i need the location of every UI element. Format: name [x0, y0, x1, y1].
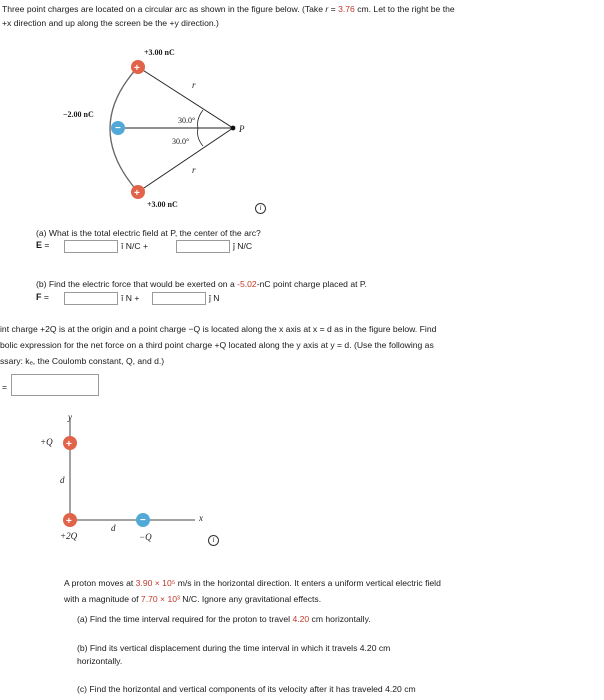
unit-j-n-label: ĵ N — [209, 293, 220, 303]
point-p-dot — [231, 126, 236, 131]
d-horizontal-label: d — [111, 523, 116, 533]
r-label-top: r — [192, 80, 196, 90]
top-charge-label: +3.00 nC — [144, 48, 175, 57]
axis-charges-figure — [30, 410, 220, 545]
problem2-eq: = — [2, 382, 8, 392]
unit-j-nc-label: ĵ N/C — [233, 241, 253, 251]
unit-i-nc-label: î N/C + — [121, 241, 148, 251]
x-axis-label: x — [199, 513, 203, 523]
net-force-input[interactable] — [11, 374, 99, 396]
info-icon-2[interactable]: i — [208, 535, 219, 546]
bottom-charge-label: +3.00 nC — [147, 200, 178, 209]
r-label-bottom: r — [192, 165, 196, 175]
svg-text:−: − — [140, 515, 146, 526]
problem2-line3: ssary: kₑ, the Coulomb constant, Q, and d.) — [0, 356, 165, 366]
field-x-input[interactable] — [64, 240, 118, 253]
part-a-equation: E = — [36, 240, 50, 250]
problem1-intro-line2: +x direction and up along the screen be the +y direction.) — [2, 18, 219, 28]
svg-text:+: + — [134, 188, 140, 199]
problem2-line1: int charge +2Q is at the origin and a point charge −Q is located along the x axis at x = d as in the figure below. Find — [0, 324, 437, 334]
angle-arc-top — [198, 110, 203, 128]
part-b-question: (b) Find the electric force that would be exerted on a -5.02-nC point charge placed at P. — [36, 279, 367, 289]
part-a-question: (a) What is the total electric field at P, the center of the arc? — [36, 228, 261, 238]
problem1-intro-line1: Three point charges are located on a circular arc as shown in the figure below. (Take r = 3.76 cm. Let to the right be the — [2, 4, 455, 14]
problem3-line2: with a magnitude of 7.70 × 10³ N/C. Ignore any gravitational effects. — [64, 594, 322, 604]
problem3-part-b-line1: (b) Find its vertical displacement during the time interval in which it travels 4.20 cm — [77, 643, 391, 653]
angle-arc-bottom — [198, 128, 203, 146]
problem3-part-b-line2: horizontally. — [77, 656, 123, 666]
info-icon[interactable]: i — [255, 203, 266, 214]
left-charge-label: −2.00 nC — [63, 110, 94, 119]
r-value: 3.76 — [338, 4, 355, 14]
svg-text:+: + — [134, 63, 140, 74]
d-vertical-label: d — [60, 475, 65, 485]
svg-text:+: + — [66, 516, 72, 527]
point-p-label: P — [239, 124, 245, 134]
plus-q-label: +Q — [40, 437, 53, 447]
angle-label-bottom: 30.0° — [172, 137, 190, 146]
part-b-equation: F = — [36, 292, 49, 302]
svg-text:−: − — [115, 123, 121, 134]
force-x-input[interactable] — [64, 292, 118, 305]
plus-2q-label: +2Q — [60, 531, 78, 541]
problem3-line1: A proton moves at 3.90 × 10⁵ m/s in the horizontal direction. It enters a uniform vertical electric field — [64, 578, 441, 588]
y-axis-label: y — [68, 412, 72, 422]
problem3-part-c: (c) Find the horizontal and vertical components of its velocity after it has traveled 4.20 cm — [77, 684, 416, 694]
angle-label-top: 30.0° — [178, 116, 196, 125]
minus-q-label: −Q — [139, 532, 152, 542]
problem3-part-a: (a) Find the time interval required for the proton to travel 4.20 cm horizontally. — [77, 614, 371, 624]
problem2-line2: bolic expression for the net force on a third point charge +Q located along the y axis at y = d. (Use the following as — [0, 340, 434, 350]
field-y-input[interactable] — [176, 240, 230, 253]
svg-text:+: + — [66, 439, 72, 450]
force-y-input[interactable] — [152, 292, 206, 305]
unit-i-n-label: î N + — [121, 293, 140, 303]
